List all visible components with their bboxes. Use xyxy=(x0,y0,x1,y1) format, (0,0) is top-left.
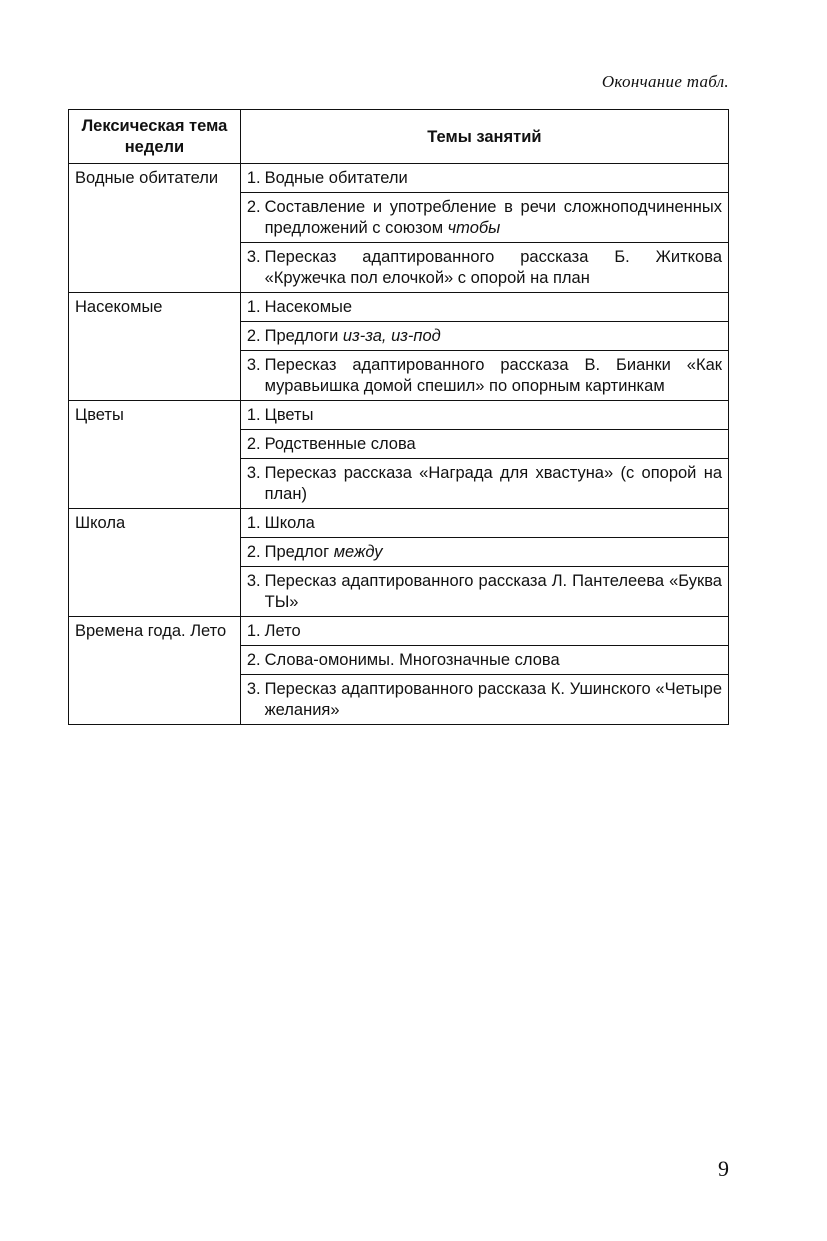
header-lesson-topics: Темы занятий xyxy=(240,110,728,164)
lesson-topic xyxy=(247,247,722,289)
lesson-topic-text xyxy=(265,355,722,397)
lesson-topic-cell xyxy=(240,567,728,617)
lesson-topic xyxy=(247,405,722,426)
lesson-topic-number: 1. xyxy=(246,406,261,424)
lesson-topic-number: 2. xyxy=(246,327,261,345)
table-row xyxy=(69,401,729,430)
lesson-topic-text-main: Пересказ адаптированного рассказа Л. Пантелеева «Буква ТЫ» xyxy=(264,572,722,611)
lesson-topic-cell xyxy=(240,164,728,193)
lesson-topic-text-italic: из-за, из-под xyxy=(342,327,441,345)
lesson-topic-text xyxy=(265,197,722,239)
lesson-topic-text xyxy=(265,650,722,671)
lesson-topic-text-main: Пересказ адаптированного рассказа Б. Житкова «Кружечка пол елочкой» с опорой на план xyxy=(264,248,722,287)
lesson-topic-text-main: Насекомые xyxy=(264,298,353,316)
lesson-topic-cell xyxy=(240,459,728,509)
lesson-topic-text xyxy=(265,405,722,426)
lesson-topic-text xyxy=(265,679,722,721)
lesson-topic-cell xyxy=(240,538,728,567)
header-weekly-theme: Лексическая тема недели xyxy=(69,110,241,164)
table-header-row xyxy=(69,110,729,164)
weekly-theme-cell: Времена года. Лето xyxy=(69,617,241,725)
lesson-topic xyxy=(247,621,722,642)
lesson-topic-cell xyxy=(240,401,728,430)
lesson-topic-cell xyxy=(240,193,728,243)
lesson-topic-text-main: Водные обитатели xyxy=(264,169,408,187)
lesson-topic xyxy=(247,297,722,318)
lesson-topics-table xyxy=(68,109,729,725)
lesson-topic-text-main: Предлоги xyxy=(264,327,343,345)
lesson-topic-cell xyxy=(240,675,728,725)
weekly-theme-cell: Водные обитатели xyxy=(69,164,241,293)
lesson-topic-number: 3. xyxy=(246,248,261,266)
lesson-topic-text-main: Родственные слова xyxy=(264,435,416,453)
lesson-topic-text-main: Лето xyxy=(264,622,301,640)
lesson-topic-text-main: Пересказ рассказа «Награда для хвастуна» (с опорой на план) xyxy=(264,464,722,503)
lesson-topic xyxy=(247,326,722,347)
lesson-topic-text xyxy=(265,621,722,642)
table-row xyxy=(69,293,729,322)
table-row xyxy=(69,509,729,538)
lesson-topic xyxy=(247,513,722,534)
lesson-topic-cell xyxy=(240,430,728,459)
lesson-topic xyxy=(247,650,722,671)
lesson-topic-text xyxy=(265,542,722,563)
lesson-topic-cell xyxy=(240,322,728,351)
lesson-topic-text xyxy=(265,463,722,505)
lesson-topic-text xyxy=(265,513,722,534)
table-body xyxy=(69,164,729,725)
lesson-topic-text-italic: чтобы xyxy=(447,219,501,237)
lesson-topic-text-main: Пересказ адаптированного рассказа К. Ушинского «Четыре желания» xyxy=(264,680,722,719)
lesson-topic xyxy=(247,434,722,455)
lesson-topic-cell xyxy=(240,617,728,646)
lesson-topic-text xyxy=(265,247,722,289)
lesson-topic-text xyxy=(265,571,722,613)
lesson-topic-number: 3. xyxy=(246,356,261,374)
lesson-topic-text xyxy=(265,168,722,189)
table-row xyxy=(69,164,729,193)
lesson-topic-number: 3. xyxy=(246,572,261,590)
lesson-topic-number: 1. xyxy=(246,298,261,316)
lesson-topic xyxy=(247,463,722,505)
lesson-topic-cell xyxy=(240,646,728,675)
weekly-theme-cell: Насекомые xyxy=(69,293,241,401)
lesson-topic-text-main: Составление и употребление в речи сложноподчиненных предложений с союзом xyxy=(264,198,722,237)
lesson-topic xyxy=(247,571,722,613)
lesson-topic-cell xyxy=(240,509,728,538)
lesson-topic-number: 3. xyxy=(246,464,261,482)
lesson-topic-number: 3. xyxy=(246,680,261,698)
lesson-topic-text-italic: между xyxy=(333,543,383,561)
lesson-topic xyxy=(247,355,722,397)
lesson-topic xyxy=(247,679,722,721)
table-continuation-note: Окончание табл. xyxy=(601,72,729,91)
lesson-topic xyxy=(247,542,722,563)
lesson-topic-text-main: Школа xyxy=(264,514,315,532)
lesson-topic-text-main: Пересказ адаптированного рассказа В. Бианки «Как муравьишка домой спешил» по опорным картинкам xyxy=(264,356,722,395)
lesson-topic-text-main: Цветы xyxy=(264,406,314,424)
lesson-topic-number: 2. xyxy=(246,198,261,216)
lesson-topic-cell xyxy=(240,351,728,401)
lesson-topic-number: 2. xyxy=(246,543,261,561)
lesson-topic xyxy=(247,197,722,239)
lesson-topic-text xyxy=(265,434,722,455)
weekly-theme-cell: Школа xyxy=(69,509,241,617)
weekly-theme-cell: Цветы xyxy=(69,401,241,509)
lesson-topic-text-main: Предлог xyxy=(264,543,334,561)
page-number: 9 xyxy=(718,1156,729,1181)
lesson-topic-number: 2. xyxy=(246,435,261,453)
lesson-topic-cell xyxy=(240,243,728,293)
lesson-topic-number: 2. xyxy=(246,651,261,669)
lesson-topic-number: 1. xyxy=(246,622,261,640)
lesson-topic-number: 1. xyxy=(246,169,261,187)
lesson-topic-number: 1. xyxy=(246,514,261,532)
lesson-topic-cell xyxy=(240,293,728,322)
lesson-topic-text xyxy=(265,297,722,318)
lesson-topic xyxy=(247,168,722,189)
lesson-topic-text-main: Слова-омонимы. Многозначные слова xyxy=(264,651,560,669)
lesson-topic-text xyxy=(265,326,722,347)
table-row xyxy=(69,617,729,646)
